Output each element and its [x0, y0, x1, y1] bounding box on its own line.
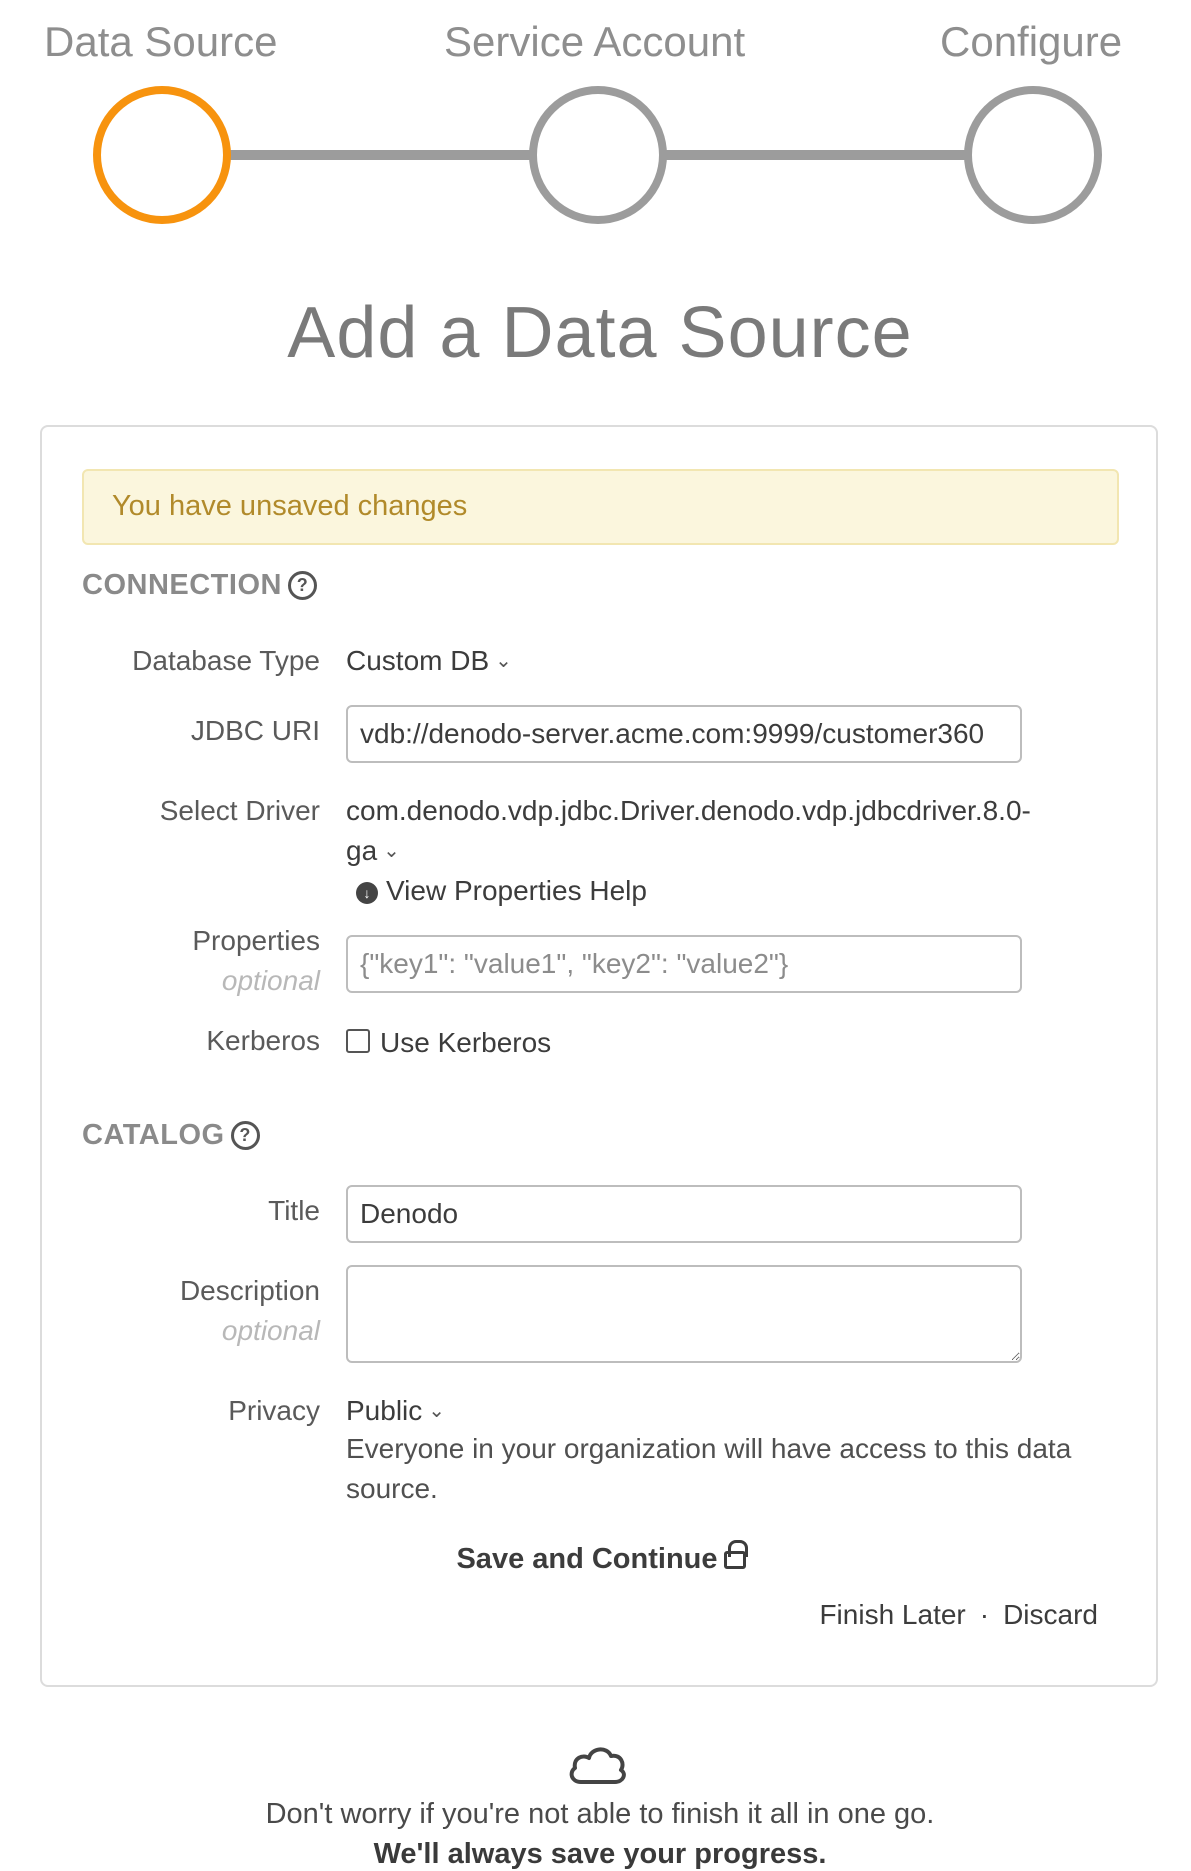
- title-label: Title: [268, 1195, 320, 1226]
- description-optional-hint: optional: [221, 1315, 320, 1346]
- finish-later-link[interactable]: Finish Later: [819, 1599, 966, 1630]
- discard-link[interactable]: Discard: [1003, 1599, 1098, 1630]
- question-circle-icon[interactable]: ?: [288, 571, 317, 600]
- cloud-icon: [567, 1740, 627, 1788]
- description-textarea[interactable]: [346, 1265, 1022, 1363]
- jdbc-uri-input[interactable]: [346, 705, 1022, 763]
- step-label-configure: Configure: [940, 18, 1123, 65]
- step-circle-data-source: [93, 86, 231, 224]
- database-type-select[interactable]: [346, 645, 512, 677]
- page-title: Add a Data Source: [287, 293, 913, 373]
- chevron-down-icon: ⌄: [383, 840, 400, 862]
- question-circle-icon[interactable]: ?: [231, 1121, 260, 1150]
- properties-optional-hint: optional: [221, 965, 320, 996]
- title-input[interactable]: [346, 1185, 1022, 1243]
- database-type-value: Custom DB: [346, 645, 490, 676]
- lock-icon: [724, 1551, 746, 1569]
- step-label-service-account: Service Account: [444, 18, 746, 65]
- progress-save-note-bold: We'll always save your progress.: [373, 1838, 827, 1870]
- catalog-section-heading: [82, 1119, 260, 1152]
- database-type-label: Database Type: [132, 645, 320, 676]
- privacy-label: Privacy: [228, 1395, 320, 1426]
- driver-value-line2: ga: [346, 835, 378, 866]
- catalog-heading-text: CATALOG: [82, 1119, 225, 1151]
- kerberos-label: Kerberos: [206, 1025, 320, 1056]
- form-footer-links: [819, 1599, 1098, 1631]
- step-circle-service-account: [529, 86, 667, 224]
- progress-save-note: Don't worry if you're not able to finish it all in one go.: [265, 1798, 935, 1830]
- use-kerberos-checkbox-label[interactable]: Use Kerberos: [380, 1027, 552, 1058]
- step-connector-2: [664, 150, 970, 160]
- connection-section-heading: [82, 569, 317, 602]
- properties-label: Properties: [192, 925, 320, 956]
- privacy-value: Public: [346, 1395, 423, 1426]
- privacy-description: Everyone in your organization will have access to this data source.: [346, 1433, 1072, 1504]
- save-and-continue-label: Save and Continue: [456, 1543, 718, 1575]
- link-separator: ·: [979, 1599, 990, 1630]
- driver-value-line1[interactable]: com.denodo.vdp.jdbc.Driver.denodo.vdp.jdbcdriver.8.0-: [346, 795, 1031, 826]
- step-connector-1: [228, 150, 534, 160]
- privacy-select[interactable]: [346, 1395, 445, 1427]
- view-properties-help-text: View Properties Help: [386, 875, 647, 906]
- download-circle-icon: ↓: [356, 882, 378, 904]
- connection-heading-text: CONNECTION: [82, 569, 282, 601]
- chevron-down-icon: ⌄: [428, 1400, 446, 1422]
- description-label: Description: [179, 1275, 320, 1306]
- select-driver-label: Select Driver: [159, 795, 320, 826]
- progress-stepper: [0, 0, 1191, 240]
- view-properties-help-link[interactable]: [356, 875, 647, 907]
- properties-input[interactable]: [346, 935, 1022, 993]
- step-label-data-source: Data Source: [44, 18, 278, 65]
- save-and-continue-button[interactable]: [42, 1543, 1160, 1576]
- driver-select[interactable]: [346, 835, 400, 867]
- jdbc-uri-label: JDBC URI: [190, 715, 320, 746]
- unsaved-changes-alert: You have unsaved changes: [82, 469, 1119, 545]
- chevron-down-icon: ⌄: [495, 650, 512, 672]
- use-kerberos-checkbox[interactable]: [346, 1029, 370, 1053]
- step-circle-configure: [964, 86, 1102, 224]
- data-source-form-card: [40, 425, 1158, 1687]
